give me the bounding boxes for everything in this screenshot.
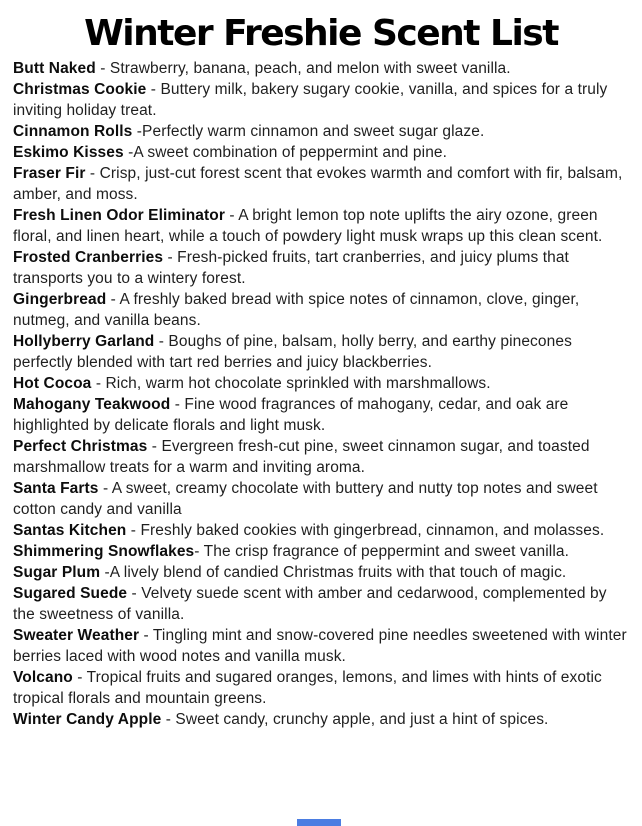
scent-description: - Sweet candy, crunchy apple, and just a hint of spices. bbox=[161, 710, 549, 728]
scent-name: Hollyberry Garland bbox=[13, 332, 155, 350]
scent-description: - Rich, warm hot chocolate sprinkled with marshmallows. bbox=[91, 374, 491, 392]
scent-entry bbox=[13, 289, 629, 331]
scent-name: Volcano bbox=[13, 668, 73, 686]
scent-name: Santas Kitchen bbox=[13, 521, 127, 539]
scent-entry bbox=[13, 205, 629, 247]
scent-entry bbox=[13, 436, 629, 478]
scent-entry bbox=[13, 331, 629, 373]
scent-entry bbox=[13, 247, 629, 289]
scent-description: - Evergreen fresh-cut pine, sweet cinnamon sugar, and toasted marshmallow treats for a warm and inviting aroma. bbox=[13, 437, 590, 476]
scent-description: - A sweet, creamy chocolate with buttery and nutty top notes and sweet cotton candy and vanilla bbox=[13, 479, 598, 518]
scent-description: - Tingling mint and snow-covered pine needles sweetened with winter berries laced with wood notes and vanilla musk. bbox=[13, 626, 627, 665]
scent-name: Frosted Cranberries bbox=[13, 248, 164, 266]
scent-description: - A bright lemon top note uplifts the airy ozone, green floral, and linen heart, while a touch of powdery light musk wraps up this clean scent. bbox=[13, 206, 603, 245]
scent-entry bbox=[13, 541, 629, 562]
scent-description: - Crisp, just-cut forest scent that evokes warmth and comfort with fir, balsam, amber, and moss. bbox=[13, 164, 623, 203]
scent-entry bbox=[13, 79, 629, 121]
scent-name: Christmas Cookie bbox=[13, 80, 147, 98]
scent-name: Hot Cocoa bbox=[13, 374, 92, 392]
scent-name: Fraser Fir bbox=[13, 164, 86, 182]
scent-name: Shimmering Snowflakes bbox=[13, 542, 195, 560]
scent-description: - Fine wood fragrances of mahogany, cedar, and oak are highlighted by delicate florals and light musk. bbox=[13, 395, 569, 434]
scent-name: Santa Farts bbox=[13, 479, 99, 497]
scent-name: Perfect Christmas bbox=[13, 437, 148, 455]
scent-name: Cinnamon Rolls bbox=[13, 122, 133, 140]
scent-entry bbox=[13, 394, 629, 436]
scent-entry bbox=[13, 121, 629, 142]
scent-description: - Buttery milk, bakery sugary cookie, vanilla, and spices for a truly inviting holiday treat. bbox=[13, 80, 608, 119]
scent-entry bbox=[13, 478, 629, 520]
scent-description: -A sweet combination of peppermint and pine. bbox=[123, 143, 448, 161]
scent-description: - Fresh-picked fruits, tart cranberries, and juicy plums that transports you to a wintery forest. bbox=[13, 248, 569, 287]
scent-name: Winter Candy Apple bbox=[13, 710, 162, 728]
scent-description: - The crisp fragrance of peppermint and sweet vanilla. bbox=[194, 542, 569, 560]
scent-name: Fresh Linen Odor Eliminator bbox=[13, 206, 225, 224]
scent-description: - Tropical fruits and sugared oranges, lemons, and limes with hints of exotic tropical florals and mountain greens. bbox=[13, 668, 602, 707]
scent-name: Mahogany Teakwood bbox=[13, 395, 171, 413]
scent-entry bbox=[13, 625, 629, 667]
scent-name: Butt Naked bbox=[13, 59, 96, 77]
footer-blue-bar bbox=[297, 819, 341, 826]
scent-description: - Boughs of pine, balsam, holly berry, and earthy pinecones perfectly blended with tart red berries and juicy blackberries. bbox=[13, 332, 572, 371]
scent-description: - Velvety suede scent with amber and cedarwood, complemented by the sweetness of vanilla. bbox=[13, 584, 607, 623]
scent-entry bbox=[13, 583, 629, 625]
scent-description: - Freshly baked cookies with gingerbread, cinnamon, and molasses. bbox=[126, 521, 605, 539]
scent-description: - Strawberry, banana, peach, and melon with sweet vanilla. bbox=[95, 59, 511, 77]
scent-description: -Perfectly warm cinnamon and sweet sugar glaze. bbox=[132, 122, 485, 140]
scent-entry bbox=[13, 667, 629, 709]
scent-description: -A lively blend of candied Christmas fruits with that touch of magic. bbox=[100, 563, 567, 581]
scent-name: Sugar Plum bbox=[13, 563, 101, 581]
scent-name: Sugared Suede bbox=[13, 584, 128, 602]
scent-entry bbox=[13, 142, 629, 163]
scent-name: Eskimo Kisses bbox=[13, 143, 124, 161]
scent-entry bbox=[13, 58, 629, 79]
page-title: Winter Freshie Scent List bbox=[84, 13, 558, 54]
scent-description: - A freshly baked bread with spice notes of cinnamon, clove, ginger, nutmeg, and vanilla beans. bbox=[13, 290, 580, 329]
scent-name: Gingerbread bbox=[13, 290, 107, 308]
scent-entry bbox=[13, 163, 629, 205]
scent-list bbox=[0, 58, 642, 730]
scent-entry bbox=[13, 373, 629, 394]
scent-entry bbox=[13, 520, 629, 541]
scent-entry bbox=[13, 562, 629, 583]
scent-name: Sweater Weather bbox=[13, 626, 140, 644]
scent-entry bbox=[13, 709, 629, 730]
